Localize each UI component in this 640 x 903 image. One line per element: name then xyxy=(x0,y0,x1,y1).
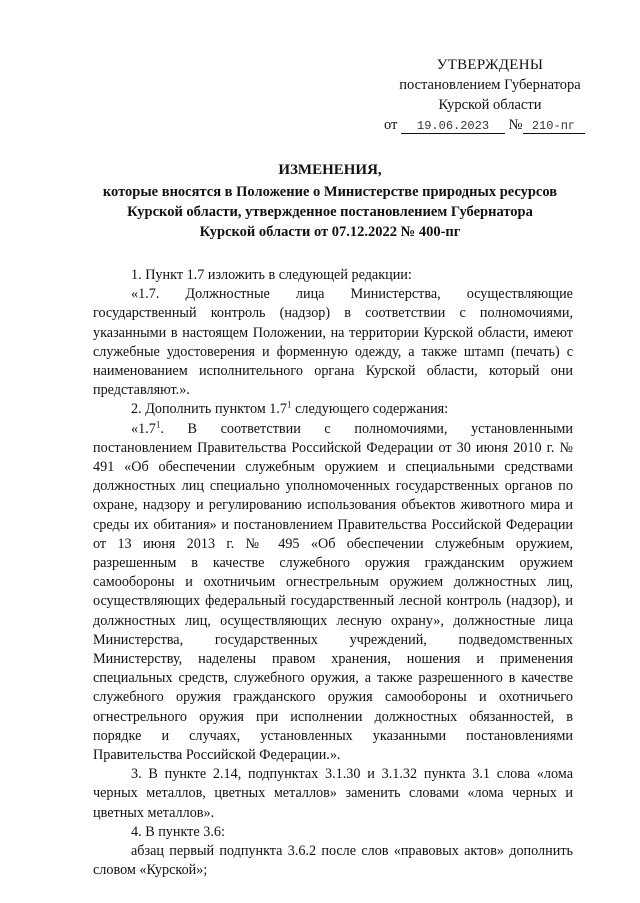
paragraph-item-4-sub: абзац первый подпункта 3.6.2 после слов «правовых актов» дополнить словом «Курской»; xyxy=(93,843,573,879)
heading-title: ИЗМЕНЕНИЯ, xyxy=(278,162,382,178)
approval-line-1: постановлением Губернатора xyxy=(399,77,581,93)
heading-line-2: Курской области, утвержденное постановлением Губернатора xyxy=(127,204,533,220)
paragraph-item-2-text-b: . В соответствии с полномочиями, установленными постановлением Правительства Российской Федерации от 30 июня 2010 г. № 491 «Об обеспечении служебным оружием и специальными средствами должностных лиц специально уполномоченных государственных органов по охране, надзору и регулированию использования объектов животного мира и среды их обитания» и постановлением Правительства Российской Федерации от 13 июня 2013 г. № 495 «Об обеспечении служебным оружием, разрешенным в качестве служебного оружия гражданским оружием самообороны и охотничьим огнестрельным оружием должностных лиц, осуществляющих федеральный государственный лесной контроль (надзор), и должностных лиц, осуществляющих лесную охрану», должностные лица Министерства, государственных учреждений, подведомственных Министерству, наделены правом хранения, ношения и применения специальных средств, служебного оружия, а также разрешенного в качестве служебного оружия гражданского оружия самообороны и охотничьего огнестрельного оружия при исполнении должностных обязанностей, в порядке и случаях, установленных указанными постановлениями Правительства Российской Федерации.». xyxy=(93,420,573,764)
heading-line-1: которые вносятся в Положение о Министерстве природных ресурсов xyxy=(102,184,558,200)
paragraph-item-2-text-a: «1.7 xyxy=(131,420,156,437)
paragraph-item-2-b: следующего содержания: xyxy=(291,401,449,418)
document-heading xyxy=(70,160,590,242)
date-prefix: от xyxy=(384,117,398,133)
paragraph-item-2-text xyxy=(93,420,573,766)
heading-line-3: Курской области от 07.12.2022 № 400-пг xyxy=(199,224,461,240)
approval-title: УТВЕРЖДЕНЫ xyxy=(436,57,544,73)
document-body xyxy=(93,266,573,881)
paragraph-item-2 xyxy=(93,400,573,419)
paragraph-item-2-a: 2. Дополнить пунктом 1.7 xyxy=(131,401,288,418)
number-sign: № xyxy=(508,117,523,133)
approval-line-2: Курской области xyxy=(438,97,542,113)
superscript: 1 xyxy=(155,418,161,429)
approval-date-line xyxy=(370,115,610,135)
superscript: 1 xyxy=(287,399,292,410)
paragraph-item-3: 3. В пункте 2.14, подпунктах 3.1.30 и 3.1.32 пункта 3.1 слова «лома черных металлов, цветных металлов» заменить словами «лома черных и цветных металлов». xyxy=(93,766,573,821)
approval-stamp xyxy=(370,55,610,135)
paragraph-item-1-text: «1.7. Должностные лица Министерства, осуществляющие государственный контроль (надзор) в соответствии с полномочиями, указанными в настоящем Положении, на территории Курской области, имеют служебные удостоверения и форменную одежду, а также штамп (печать) с наименованием исполнительного органа Курской области, который они представляют.». xyxy=(93,286,573,399)
approval-number-field: 210-пг xyxy=(523,119,585,134)
approval-date-field: 19.06.2023 xyxy=(401,119,505,134)
paragraph-item-1: 1. Пункт 1.7 изложить в следующей редакции: xyxy=(131,267,412,283)
paragraph-item-4: 4. В пункте 3.6: xyxy=(131,823,225,840)
